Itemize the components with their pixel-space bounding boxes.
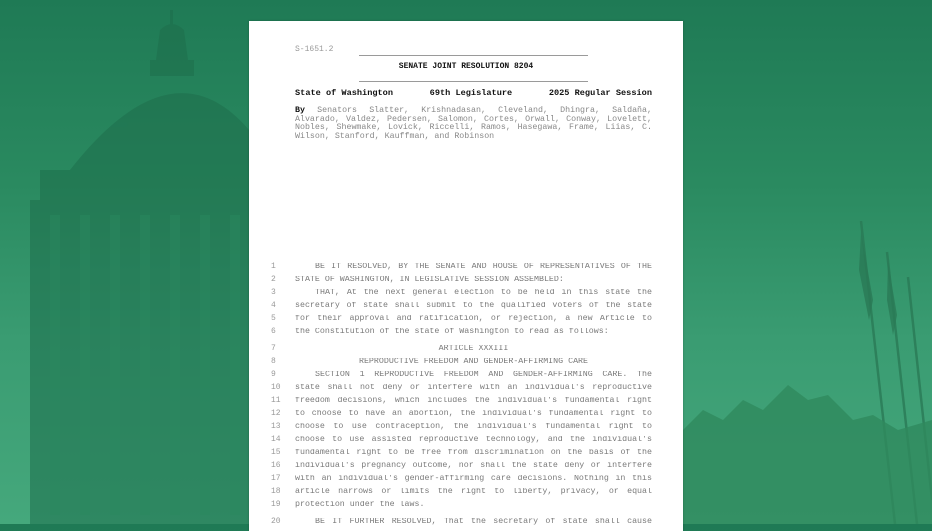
line-number: 1 xyxy=(271,262,276,271)
document-line xyxy=(249,384,683,393)
document-line xyxy=(249,263,683,272)
line-text: secretary of state shall submit to the qualified voters of the state xyxy=(295,302,652,310)
line-number: 4 xyxy=(271,301,276,310)
line-text: the Constitution of the state of Washington to read as follows: xyxy=(295,328,609,336)
document-line xyxy=(249,345,683,354)
line-text: choose to use assisted reproductive technology, and the individual's xyxy=(295,436,652,444)
document-line xyxy=(249,423,683,432)
document-line xyxy=(249,462,683,471)
document-line xyxy=(249,302,683,311)
meta-legislature: 69th Legislature xyxy=(429,88,513,98)
meta-state: State of Washington xyxy=(295,88,393,98)
line-number: 2 xyxy=(271,275,276,284)
document-line xyxy=(249,358,683,367)
document-page xyxy=(249,21,683,531)
line-text: ARTICLE XXXIII xyxy=(438,345,509,353)
document-line xyxy=(249,518,683,527)
line-text: individual's pregnancy outcome, nor shall the state deny or interfere xyxy=(295,462,652,470)
document-meta xyxy=(295,89,652,98)
line-text: SECTION 1 REPRODUCTIVE FREEDOM AND GENDER-AFFIRMING CARE. The xyxy=(315,371,652,379)
line-number: 16 xyxy=(271,461,281,470)
line-text: choose to use contraception, the individual's fundamental right to xyxy=(295,423,652,431)
line-number: 5 xyxy=(271,314,276,323)
line-number: 15 xyxy=(271,448,281,457)
document-line xyxy=(249,328,683,337)
line-text: with an individual's gender-affirming care decisions. Nothing in this xyxy=(295,475,652,483)
line-text: for their approval and ratification, or rejection, a new Article to xyxy=(295,315,652,323)
line-number: 6 xyxy=(271,327,276,336)
line-text: state shall not deny or interfere with an individual's reproductive xyxy=(295,384,652,392)
document-line xyxy=(249,410,683,419)
sponsors-prefix: By xyxy=(295,106,305,115)
document-line xyxy=(249,315,683,324)
meta-session: 2025 Regular Session xyxy=(548,88,652,98)
line-text: fundamental right to be free from discrimination on the basis of the xyxy=(295,449,652,457)
divider-bottom xyxy=(359,81,588,82)
line-number: 11 xyxy=(271,396,281,405)
line-number: 20 xyxy=(271,517,281,526)
line-number: 9 xyxy=(271,370,276,379)
line-text: article narrows or limits the right to liberty, privacy, or equal xyxy=(295,488,652,496)
line-number: 12 xyxy=(271,409,281,418)
line-text: to choose to have an abortion, the individual's fundamental right to xyxy=(295,410,652,418)
line-number: 3 xyxy=(271,288,276,297)
document-line xyxy=(249,289,683,298)
background-capitol xyxy=(0,0,249,524)
line-text: THAT, At the next general election to be held in this state the xyxy=(315,289,652,297)
line-number: 14 xyxy=(271,435,281,444)
line-text: protection under the laws. xyxy=(295,501,425,509)
line-text: BE IT FURTHER RESOLVED, That the secretary of state shall cause xyxy=(315,518,652,526)
flagpoles-and-trees-icon xyxy=(683,0,932,524)
document-line xyxy=(249,488,683,497)
line-text: STATE OF WASHINGTON, IN LEGISLATIVE SESSION ASSEMBLED: xyxy=(295,276,564,284)
line-text: BE IT RESOLVED, BY THE SENATE AND HOUSE OF REPRESENTATIVES OF THE xyxy=(315,263,652,271)
capitol-dome-icon xyxy=(0,0,249,524)
document-id: S-1651.2 xyxy=(295,45,334,54)
line-number: 13 xyxy=(271,422,281,431)
document-line xyxy=(249,436,683,445)
line-text: REPRODUCTIVE FREEDOM AND GENDER-AFFIRMING CARE xyxy=(358,358,589,366)
document-line xyxy=(249,397,683,406)
line-number: 18 xyxy=(271,487,281,496)
document-title: SENATE JOINT RESOLUTION 8204 xyxy=(398,62,534,71)
document-line xyxy=(249,371,683,380)
line-number: 8 xyxy=(271,357,276,366)
line-number: 7 xyxy=(271,344,276,353)
line-number: 17 xyxy=(271,474,281,483)
line-number: 10 xyxy=(271,383,281,392)
sponsors-list: Senators Slatter, Krishnadasan, Cleveland, Dhingra, Saldaña, Alvarado, Valdez, Pedersen, Salomon, Cortes, Orwall, Conway, Lovelett, Nobles, Shewmake, Lovick, Riccelli, Ramos, Hasegawa, Frame, Liias, C. Wilson, Stanford, Kauffman, and Robinson xyxy=(295,106,652,141)
document-line xyxy=(249,276,683,285)
line-number: 19 xyxy=(271,500,281,509)
document-line xyxy=(249,501,683,510)
line-text: freedom decisions, which includes the individual's fundamental right xyxy=(295,397,652,405)
document-line xyxy=(249,475,683,484)
background-flags-trees xyxy=(683,0,932,524)
divider-top xyxy=(359,55,588,56)
sponsors xyxy=(295,107,652,141)
document-line xyxy=(249,449,683,458)
